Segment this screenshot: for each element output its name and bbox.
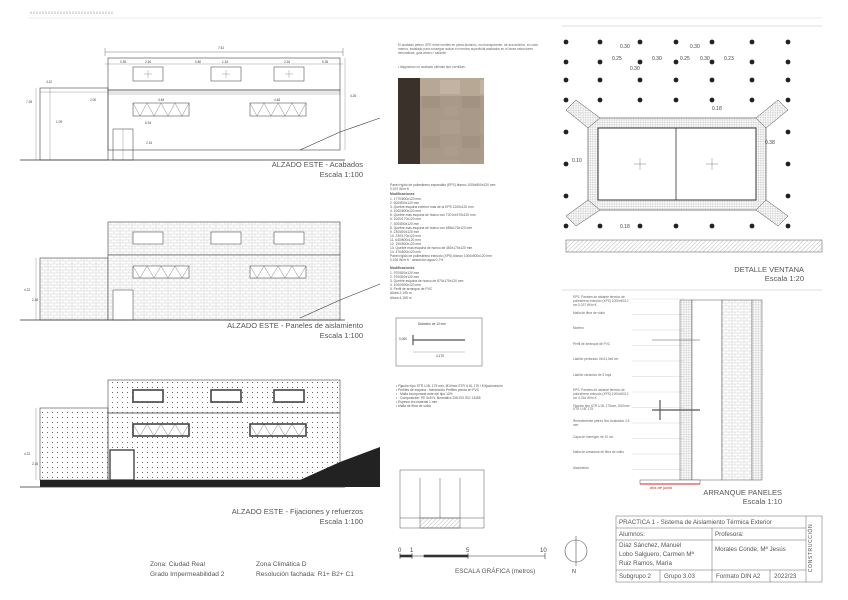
note-line: 12. 190/800x120 mm (390, 242, 421, 247)
start-detail-label: Perfil de arranque de PVC (573, 341, 611, 346)
anchor-dot (786, 60, 791, 65)
anchor-dot (638, 60, 643, 65)
notes-mid-heading1: Modificaciones (390, 192, 415, 196)
note-line: • · Malla incorporada ante del tipo 10% (396, 392, 453, 397)
elevation-insulation-panels (20, 222, 380, 320)
note-line: 7. 300/800x120 mm (390, 221, 420, 226)
anchor-dot (710, 78, 715, 83)
dim-d5: 2.16 (284, 60, 291, 64)
dim-left: 4.22 (46, 80, 53, 84)
anchor-dot (710, 40, 715, 45)
window-dimension: 0.18 (620, 224, 630, 230)
tb-profesora: Morales Conde, Mª Jesús (715, 546, 786, 553)
note-line: 5. Quebre mas esquina de hueco con 700 kit 670x120 mm (390, 213, 476, 218)
anchor-dot (710, 98, 715, 103)
start-detail-title: ARRANQUE PANELES (703, 488, 782, 497)
start-red-note: dos de junta (650, 485, 672, 490)
start-detail-label: Ladrillo cerámico de 3 hoja (573, 372, 612, 377)
anchor-dot (674, 40, 679, 45)
anchor-dot (674, 224, 679, 229)
anchor-dot (750, 78, 755, 83)
notes-low (396, 384, 503, 409)
dim-door: 2.15 (146, 141, 153, 145)
dim-h2: 1.09 (56, 120, 63, 124)
note-line: 5. Perfil de arranque de PVC (390, 287, 433, 292)
dim-w2: 4.48 (274, 98, 281, 102)
elevation-1-title: ALZADO ESTE - Acabados (271, 160, 363, 169)
elevation-2-scale: Escala 1:100 (319, 331, 363, 340)
tb-alumno-2: Lobo Salguero, Carmen Mª (619, 551, 694, 558)
elevation-finishes (20, 48, 380, 160)
dim-d1: 0.35 (120, 60, 127, 64)
window-dimension: 0.30 (620, 44, 630, 50)
notes-mid-list1 (390, 197, 492, 263)
anchor-dot (750, 60, 755, 65)
note-line: Altura 4,155 m (390, 295, 412, 300)
north-label: N (572, 569, 576, 575)
anchor-dot (598, 78, 603, 83)
anchor-dot (564, 194, 569, 199)
dim-d4: 1.34 (222, 60, 229, 64)
anchor-dot (598, 60, 603, 65)
note-line: 11. 640/800x120 mm (390, 237, 421, 242)
anchor-dot (638, 224, 643, 229)
anchor-dot (638, 40, 643, 45)
note-line: • Espesor tec.material 1 mm (396, 400, 438, 405)
elevation-1-scale: Escala 1:100 (319, 170, 363, 179)
elevation-fixings (20, 380, 380, 487)
note-line: Altura 2,155 m (390, 291, 412, 296)
tb-curso: 2022/23 (774, 573, 797, 580)
dim-e2-b: 2.16 (32, 298, 39, 302)
start-detail-label: Malla de armadura de fibra de vidrio (573, 450, 625, 454)
window-dimension: 0.10 (572, 158, 582, 164)
tb-alumnos-label: Alumnos: (619, 531, 645, 538)
anchor-dot (564, 98, 569, 103)
window-dimension: 0.23 (724, 56, 734, 62)
note-line: 2. 970/500x120 mm (390, 275, 420, 280)
start-detail-label: EPS. Paneles de aislante térmico de poliestireno extruido (XPS) 1000x50/12 cm 0,034 W/m·K (573, 388, 629, 400)
start-detail-label: Mortero (573, 326, 584, 330)
anchor-dot (564, 162, 569, 167)
anchor-dot (598, 40, 603, 45)
anchor-dot (786, 224, 791, 229)
tb-profesora-label: Profesora: (715, 531, 744, 538)
start-detail-label: Capa de hormigón de 10 cm (573, 434, 614, 439)
tb-vertical-label: CONSTRUCCIÓN (808, 523, 815, 573)
anchor-dot (564, 78, 569, 83)
elevation-2-title: ALZADO ESTE - Paneles de aislamiento (227, 321, 363, 330)
dim-total: 7.61 (218, 46, 225, 50)
dim-e3-b: 2.16 (32, 462, 39, 466)
start-detail-label: Ladrillo perforado 24x11,5x6 cm (573, 357, 619, 361)
anchor-dot (710, 224, 715, 229)
note-line: 4. 1000/500x120 mm (390, 283, 421, 288)
start-detail-label: Fijación tipo STR U 8L 175mm, Ø10mm STR U 8L 175 (573, 403, 630, 412)
scale-label: ESCALA GRÁFICA (metros) (455, 568, 536, 575)
anchor-dot (674, 60, 679, 65)
scale-tick-5: 5 (466, 548, 470, 554)
anchor-dot (564, 224, 569, 229)
window-dimension: 0.30 (630, 66, 640, 72)
dim-h1: 7.28 (26, 100, 33, 104)
notes-mid-heading2: Modificaciones (390, 266, 415, 270)
note-line: 0,034 W/m·K · absorción agua 0,7% (390, 258, 444, 263)
window-dimension: 0.30 (652, 56, 662, 62)
note-line: • · Composición: PE 5x5 N, Normativo DIN EN ISO 13455 (396, 396, 481, 401)
note-line: 9. 230/800x120 mm (390, 229, 420, 234)
zone-city: Zona: Ciudad Real (150, 561, 205, 568)
note-line: 3. Quebre esquina de hueco de 870x170x120 mm (390, 279, 464, 284)
scale-tick-1: 1 (410, 548, 414, 554)
window-dimension: 0.30 (690, 44, 700, 50)
note-line: Panel rígido de poliestireno expandido (EPS) blanco 1000x500x120 mm (390, 183, 496, 187)
window-dimension: 0.30 (700, 56, 710, 62)
notes-top-bullet: • Asignamos un acabado ultimato tipo nornillorn. (398, 66, 546, 70)
note-line: 4. 1000/800x120 mm (390, 209, 421, 214)
tb-alumno-3: Ruiz Ramos, María (619, 560, 672, 567)
note-line: 6. 1000/170x120 mm (390, 217, 421, 222)
anchor-dot (750, 98, 755, 103)
anchor-dot (710, 60, 715, 65)
note-line: • Perfiles de esquina - fabricación Perfiles pelota en PVC (396, 388, 480, 393)
anchor-dot (674, 98, 679, 103)
window-detail-scale: Escala 1:20 (764, 274, 804, 283)
anchor-dot (786, 40, 791, 45)
notes-mid-intro (390, 183, 495, 191)
zone-grade: Grado Impermeabilidad 2 (150, 571, 225, 578)
anchor-dot (638, 78, 643, 83)
start-detail-label: Malla de fibra de vidrio (573, 310, 606, 315)
note-line: 10. 230/170x120 mm (390, 233, 421, 238)
north-arrow (565, 536, 587, 566)
note-line: 3. Quebre esquina exterior mas de la EPS 1200x120 mm (390, 205, 474, 210)
elevation-3-scale: Escala 1:100 (319, 517, 363, 526)
scale-tick-0: 0 (398, 548, 402, 554)
anchor-label-left: 0,060 (399, 337, 407, 341)
zone-resolution: Resolución fachada: R1+ B2+ C1 (256, 571, 354, 578)
notes-top-paragraph: El acabado pétreo GPE entre nenfies en pieza aluminio, mol transparente, de aca anterior, en color marrus, instalado para conseguir actuar en nenhns superficial acabados en el lanes estructures decorativas, guía ahorro / saliente (398, 43, 539, 55)
anchor-dot (786, 78, 791, 83)
anchor-dot (598, 98, 603, 103)
small-plan (400, 470, 484, 528)
window-dimension: 0.18 (712, 106, 722, 112)
anchor-dot (750, 40, 755, 45)
anchor-dot (638, 98, 643, 103)
anchor-label-top: Diámetro de 10 mm (418, 322, 446, 326)
dim-e3-a: 4.22 (24, 452, 31, 456)
tb-practice: PRACTICA 1 - Sistema de Aislamiento Térmica Exterior (619, 519, 772, 526)
dim-mid: 2.00 (90, 98, 97, 102)
tb-formato: Formato DIN A2 (716, 573, 761, 580)
anchor-dot (564, 60, 569, 65)
anchor-dot (564, 40, 569, 45)
anchor-dot (564, 130, 569, 135)
anchor-dot (786, 98, 791, 103)
zone-climate: Zona Climática D (256, 561, 307, 568)
note-line: Panel rígido de poliestireno extruido (XPS) blanco 1000x500x120 mm (390, 254, 492, 259)
dim-base: 6.34 (145, 121, 152, 125)
window-dimension: 0.25 (680, 56, 690, 62)
window-detail (562, 26, 822, 290)
start-detail-label: Revestimiento pétreo fino Acabados 4,5 mm (573, 419, 630, 427)
stone-finish-photo (398, 78, 484, 164)
tb-alumno-1: Díaz Sánchez, Manuel (619, 542, 682, 549)
start-panels-detail (632, 299, 762, 484)
anchor-dot (786, 162, 791, 167)
scale-bar (400, 553, 545, 559)
note-line: 1. 970/800x120 mm (390, 271, 420, 275)
note-line: 14. 470/800x120 mm (390, 250, 421, 255)
start-detail-scale: Escala 1:10 (742, 497, 782, 506)
anchor-dot (750, 224, 755, 229)
anchor-label-bottom: 0.175 (436, 354, 444, 358)
note-line: • Malla de fibra de vidrio (396, 404, 432, 409)
tb-subgrupo: Subgrupo 2 (619, 573, 651, 580)
window-detail-title: DETALLE VENTANA (734, 265, 804, 274)
elevation-3-title: ALZADO ESTE - Fijaciones y refuerzos (231, 507, 363, 516)
dim-d6: 0.35 (322, 60, 329, 64)
dim-right: 4.26 (350, 94, 357, 98)
note-line: 8. Quebre mas esquina de hueco con 685x170x120 mm (390, 225, 473, 230)
dim-d2: 2.16 (145, 60, 152, 64)
note-line: 1. 1770/800x120 mm (390, 197, 421, 201)
scale-tick-10: 10 (540, 548, 547, 554)
start-detail-label: EPS. Paneles de aislante térmico de poliestireno extruido (XPS) 1000x50/12 cm 0,037 W/m·K (573, 295, 629, 307)
dim-w1: 4.48 (158, 98, 165, 102)
note-line: 0,037 W/m·K (390, 187, 410, 192)
anchor-dot (786, 194, 791, 199)
notes-mid-list2 (390, 271, 463, 300)
note-line: 2. 600/800x120 mm (390, 201, 420, 206)
note-line: 13. Quebre mas esquina de hueco de 460x170x120 mm (390, 246, 473, 251)
window-dimension: 0.25 (612, 56, 622, 62)
header-text: 0 0 0 0 0 0 0 0 0 0 0 0 0 0 0 0 0 0 0 0 0 0 0 0 0 0 0 0 (30, 11, 113, 15)
dim-d3: 0.80 (195, 60, 202, 64)
anchor-dot (598, 224, 603, 229)
start-detail-label: Alzamiento (573, 465, 589, 470)
note-line: • Fijación tipo STR U 8L 175 mm, Ø10mm STR U 8L 175 / 8 fijaciones/m² (396, 384, 503, 388)
anchor-dot (786, 130, 791, 135)
anchor-dot (674, 78, 679, 83)
dim-e2-a: 4.22 (24, 288, 31, 292)
tb-grupo: Grupo 3.03 (664, 573, 695, 580)
window-dimension: 0.38 (765, 140, 775, 146)
